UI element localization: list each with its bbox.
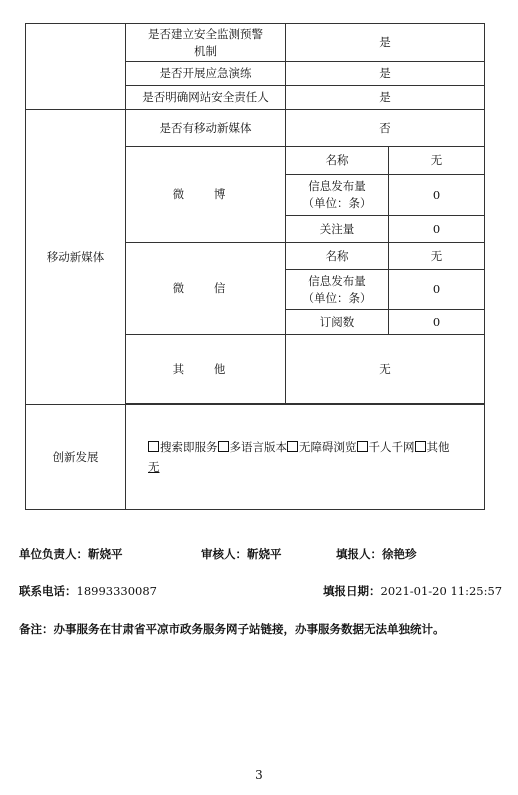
reviewer-value: 靳娆平 <box>247 547 282 561</box>
weixin-posts-label: 信息发布量（单位：条） <box>286 270 389 310</box>
date-value: 2021-01-20 11:25:57 <box>380 584 503 598</box>
checkbox-icon[interactable] <box>287 441 298 452</box>
other-value: 无 <box>286 335 485 404</box>
row-label: 是否建立安全监测预警机制 <box>126 24 286 62</box>
row-value: 是 <box>286 62 485 86</box>
weixin-name-label: 名称 <box>286 243 389 270</box>
weibo-label: 微 博 <box>126 147 286 243</box>
weixin-label: 微 信 <box>126 243 286 335</box>
innovation-value: 无 <box>148 460 160 474</box>
option-other[interactable]: 其他 <box>415 440 450 454</box>
report-table <box>25 23 485 510</box>
date-field <box>323 583 502 599</box>
row-value: 是 <box>286 24 485 62</box>
weibo-follow-label: 关注量 <box>286 216 389 243</box>
weibo-posts-value: 0 <box>389 175 485 216</box>
reviewer-field <box>201 546 282 562</box>
checkbox-icon[interactable] <box>218 441 229 452</box>
has-mobile-value: 否 <box>286 110 485 147</box>
weibo-follow-value: 0 <box>389 216 485 243</box>
footnote: 备注：办事服务在甘肃省平凉市政务服务网子站链接，办事服务数据无法单独统计。 <box>19 622 445 636</box>
filler-value: 徐艳珍 <box>382 547 417 561</box>
leader-field <box>19 546 123 562</box>
option-multilang[interactable]: 多语言版本 <box>218 440 288 454</box>
checkbox-icon[interactable] <box>357 441 368 452</box>
has-mobile-label: 是否有移动新媒体 <box>126 110 286 147</box>
reviewer-label: 审核人： <box>201 547 247 561</box>
mobile-section-label: 移动新媒体 <box>26 110 126 405</box>
phone-field <box>19 583 157 599</box>
option-accessibility[interactable]: 无障碍浏览 <box>287 440 357 454</box>
innovation-label: 创新发展 <box>26 405 126 510</box>
filler-field <box>336 546 417 562</box>
weibo-name-value: 无 <box>389 147 485 175</box>
option-personalized[interactable]: 千人千网 <box>357 440 415 454</box>
row-value: 是 <box>286 86 485 110</box>
other-label: 其 他 <box>126 335 286 404</box>
weixin-posts-value: 0 <box>389 270 485 310</box>
table-row <box>26 110 485 147</box>
option-search-service[interactable]: 搜索即服务 <box>148 440 218 454</box>
weibo-posts-label: 信息发布量（单位：条） <box>286 175 389 216</box>
table-row <box>26 24 485 62</box>
weixin-sub-label: 订阅数 <box>286 310 389 335</box>
checkbox-icon[interactable] <box>415 441 426 452</box>
checkbox-icon[interactable] <box>148 441 159 452</box>
weibo-name-label: 名称 <box>286 147 389 175</box>
weixin-name-value: 无 <box>389 243 485 270</box>
leader-label: 单位负责人： <box>19 547 88 561</box>
date-label: 填报日期： <box>323 584 381 598</box>
innovation-options <box>126 405 485 510</box>
row-label: 是否明确网站安全责任人 <box>126 86 286 110</box>
phone-value: 18993330087 <box>76 584 157 598</box>
section-label-cell <box>26 24 126 110</box>
page-number: 3 <box>255 768 263 782</box>
phone-label: 联系电话： <box>19 584 77 598</box>
row-label: 是否开展应急演练 <box>126 62 286 86</box>
table-row <box>26 405 485 510</box>
weixin-sub-value: 0 <box>389 310 485 335</box>
filler-label: 填报人： <box>336 547 382 561</box>
leader-value: 靳娆平 <box>88 547 123 561</box>
